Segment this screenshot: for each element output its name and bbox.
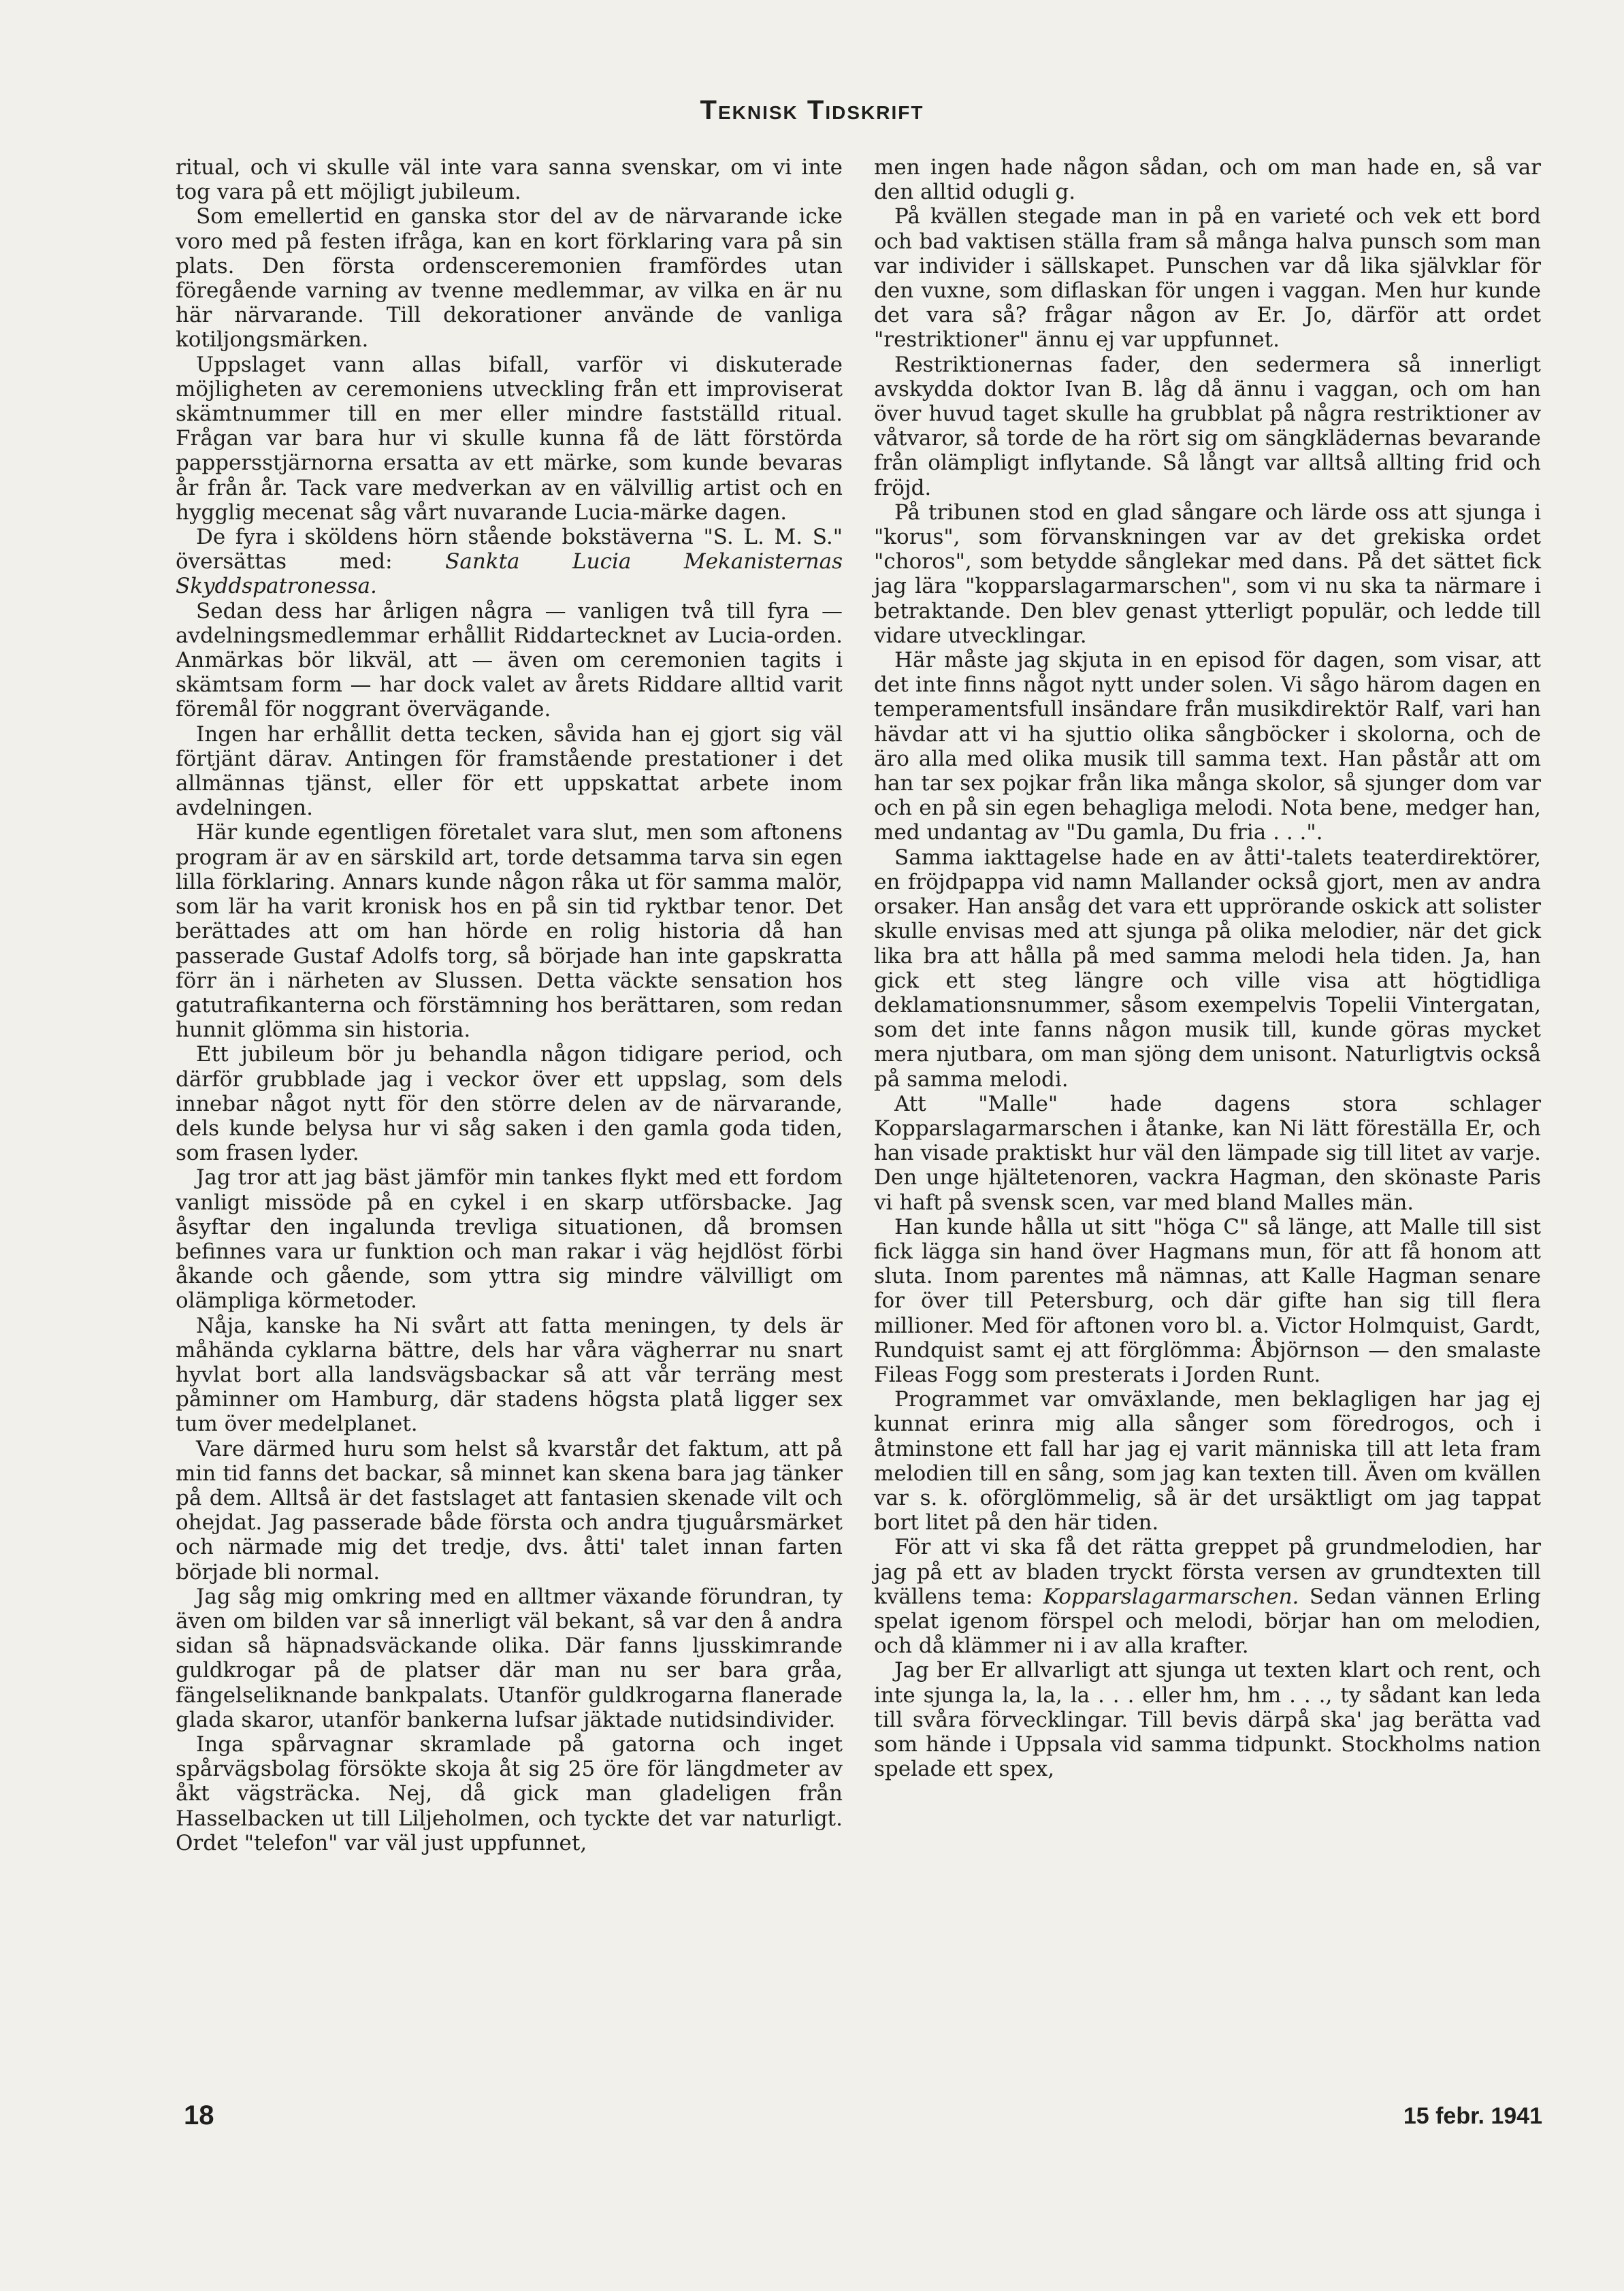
paragraph xyxy=(176,1314,843,1437)
paragraph xyxy=(874,1658,1541,1781)
paragraph-text: För att vi ska få det rätta greppet på grundmelodien, har jag på ett av bladen tryckt första versen av grundtexten till kvällens tema: xyxy=(874,1535,1541,1609)
italic-text: Kopparslagarmarschen. xyxy=(1043,1584,1299,1609)
paragraph-text: Sedan dess har årligen några — vanligen två till fyra — avdelningsmedlemmar erhållit Riddartecknet av Lucia-orden. Anmärkas bör likväl, att — även om ceremonien tagits i skämtsam form — har dock valet av årets Riddare alltid varit föremål för noggrant övervägande. xyxy=(176,598,843,722)
paragraph-text: På kvällen stegade man in på en varieté och vek ett bord och bad vaktisen ställa fram så många halva punsch som man var individer i sällskapet. Punschen var då lika självklar för den vuxne, som diflaskan för ungen i vaggan. Men hur kunde det vara så? frågar någon av Er. Jo, därför att ordet "restriktioner" ännu ej var uppfunnet. xyxy=(874,204,1541,353)
page-number: 18 xyxy=(184,2100,214,2130)
paragraph xyxy=(874,845,1541,1092)
paragraph-text: men ingen hade någon sådan, och om man hade en, så var den alltid odugli g. xyxy=(874,155,1541,205)
paragraph xyxy=(176,1437,843,1585)
paragraph-text: Samma iakttagelse hade en av åtti'-talets teaterdirektörer, en fröjdpappa vid namn Mallander också gjort, men av andra orsaker. Han ansåg det vara ett upprörande oskick att solister skulle envisas med att sjunga på olika melodier, när det gick lika bra att hålla på med samma melodi hela tiden. Ja, han gick ett steg längre och ville visa att högtidliga deklamationsnummer, såsom exempelvis Topelii Vintergatan, som det inte fanns någon musik till, kunde göras mycket mera njutbara, om man sjöng dem unisont. Naturligtvis också på samma melodi. xyxy=(874,845,1541,1092)
paragraph xyxy=(176,599,843,722)
paragraph xyxy=(176,204,843,352)
left-column xyxy=(176,155,843,1855)
paragraph xyxy=(874,353,1541,500)
paragraph-text: På tribunen stod en glad sångare och lärde oss att sjunga i "korus", som förvanskningen var av det grekiska ordet "choros", som betydde sånglekar med dans. På det sättet fick jag lära "kopparslagarmarschen", som vi nu ska ta närmare i betraktande. Den blev genast ytterligt populär, och ledde till vidare utvecklingar. xyxy=(874,500,1541,648)
paragraph-text: Här kunde egentligen företalet vara slut, men som aftonens program är av en särskild art, torde detsamma tarva sin egen lilla förklaring. Annars kunde någon råka ut för samma malör, som lär ha varit kronisk hos en på sin tid ryktbar tenor. Det berättades att om han hörde en rolig historia då han passerade Gustaf Adolfs torg, så började han inte gapskratta förr än i närheten av Slussen. Detta väckte sensation hos gatutrafikanterna och förstämning hos berättaren, som redan hunnit glömma sin historia. xyxy=(176,820,843,1043)
paragraph-text: Ett jubileum bör ju behandla någon tidigare period, och därför grubblade jag i veckor över ett uppslag, som dels innebar något nytt för den större delen av de närvarande, dels kunde belysa hur vi såg saken i den gamla goda tiden, som frasen lyder. xyxy=(176,1042,843,1166)
paragraph-text: Programmet var omväxlande, men beklagligen har jag ej kunnat erinra mig alla sånger som föredrogos, och i åtminstone ett fall har jag ej varit människa till att leta fram melodien till en sång, som jag kan texten till. Även om kvällen var s. k. oförglömmelig, så är det ursäktligt om jag tappat bort litet på den här tiden. xyxy=(874,1387,1541,1536)
paragraph-text: ritual, och vi skulle väl inte vara sanna svenskar, om vi inte tog vara på ett möjligt jubileum. xyxy=(176,155,843,205)
paragraph-text: Att "Malle" hade dagens stora schlager Kopparslagarmarschen i åtanke, kan Ni lätt föreställa Er, och han visade praktiskt hur väl den lämpade sig till litet av varje. Den unge hjältetenoren, vackra Hagman, den skönaste Paris vi haft på svensk scen, var med bland Malles män. xyxy=(874,1091,1541,1215)
paragraph xyxy=(874,648,1541,845)
paragraph xyxy=(176,155,843,204)
paragraph xyxy=(176,525,843,599)
italic-text: Sankta Lucia Mekanisternas Skyddspatronessa. xyxy=(176,549,843,599)
issue-date: 15 febr. 1941 xyxy=(1403,2103,1542,2129)
paragraph-text: Här måste jag skjuta in en episod för dagen, som visar, att det inte finns något nytt under solen. Vi sågo härom dagen en temperamentsfull insändare från musikdirektör Ralf, vari han hävdar att vi ha sjuttio olika sångböcker i skolorna, och de äro alla med olika musik till samma text. Han påstår att om han tar sex pojkar från lika många skolor, så sjunger dom var och en på sin egen behagliga melodi. Nota bene, medger han, med undantag av "Du gamla, Du fria . . .". xyxy=(874,648,1541,845)
paragraph-text: De fyra i sköldens hörn stående bokstäverna "S. L. M. S." översättas med: xyxy=(176,525,843,574)
paragraph xyxy=(874,500,1541,648)
paragraph-text: Ingen har erhållit detta tecken, såvida han ej gjort sig väl förtjänt därav. Antingen för framstående prestationer i det allmännas tjänst, eller för ett uppskattat arbete inom avdelningen. xyxy=(176,721,843,821)
paragraph xyxy=(874,1535,1541,1658)
paragraph-text: Jag ber Er allvarligt att sjunga ut texten klart och rent, och inte sjunga la, la, la . . . eller hm, hm . . ., ty sådant kan leda till svåra förvecklingar. Till bevis därpå ska' jag berätta vad som hände i Uppsala vid samma tidpunkt. Stockholms nation spelade ett spex, xyxy=(874,1658,1541,1782)
paragraph-text: Restriktionernas fader, den sedermera så innerligt avskydda doktor Ivan B. låg då ännu i vaggan, och om han över huvud taget skulle ha grubblat på några restriktioner av våtvaror, så torde de ha rört sig om sängklädernas bevarande från olämpligt inflytande. Så långt var alltså allting frid och fröjd. xyxy=(874,352,1541,500)
paragraph xyxy=(176,820,843,1042)
paragraph xyxy=(176,722,843,821)
paragraph xyxy=(176,1042,843,1165)
journal-header: Teknisk Tidskrift xyxy=(700,95,924,125)
paragraph xyxy=(874,1387,1541,1535)
paragraph-text: Jag tror att jag bäst jämför min tankes flykt med ett fordom vanligt missöde på en cykel i en skarp utförsbacke. Jag åsyftar den ingalunda trevliga situationen, då bromsen befinnes vara ur funktion och man rakar i väg hejdlöst förbi åkande och gående, som yttra sig mindre välvilligt om olämpliga körmetoder. xyxy=(176,1165,843,1314)
paragraph-text-after: Sedan vännen Erling spelat igenom förspel och melodi, börjar han om melodien, och då klämmer ni i av alla krafter. xyxy=(874,1584,1541,1659)
paragraph-text: Nåja, kanske ha Ni svårt att fatta meningen, ty dels är måhända cyklarna bättre, dels har våra vägherrar nu snart hyvlat bort alla landsvägsbackar så att vår terräng mest påminner om Hamburg, där stadens högsta platå ligger sex tum över medelplanet. xyxy=(176,1313,843,1437)
right-column xyxy=(874,155,1541,1781)
paragraph-text: Som emellertid en ganska stor del av de närvarande icke voro med på festen ifråga, kan en kort förklaring vara på sin plats. Den första ordensceremonien framfördes utan föregående varning av tvenne medlemmar, av vilka en är nu här närvarande. Till dekorationer använde de vanliga kotiljongsmärken. xyxy=(176,204,843,353)
paragraph-text: Uppslaget vann allas bifall, varför vi diskuterade möjligheten av ceremoniens utveckling från ett improviserat skämtnummer till en mer eller mindre fastställd ritual. Frågan var bara hur vi skulle kunna få de lätt förstörda pappersstjärnorna ersatta av ett märke, som kunde bevaras år från år. Tack vare medverkan av en välvillig artist och en hygglig mecenat såg vårt nuvarande Lucia-märke dagen. xyxy=(176,352,843,525)
paragraph xyxy=(874,1215,1541,1387)
paragraph-text: Han kunde hålla ut sitt "höga C" så länge, att Malle till sist fick lägga sin hand över Hagmans mun, för att få honom att sluta. Inom parentes må nämnas, att Kalle Hagman senare for över till Petersburg, och där gifte han sig till flera millioner. Med för aftonen voro bl. a. Victor Holmquist, Gardt, Rundquist samt ej att förglömma: Åbjörnson — den smalaste Fileas Fogg som presterats i Jorden Runt. xyxy=(874,1214,1541,1387)
paragraph xyxy=(176,1165,843,1313)
paragraph xyxy=(874,204,1541,352)
paragraph-text: Jag såg mig omkring med en alltmer växande förundran, ty även om bilden var så innerligt väl bekant, så var den å andra sidan så häpnadsväckande olika. Där fanns ljusskimrande guldkrogar på de platser där man nu ser bara gråa, fängelseliknande bankpalats. Utanför guldkrogarna flanerade glada skaror, utanför bankerna lufsar jäktade nutidsindivider. xyxy=(176,1584,843,1732)
paragraph xyxy=(874,155,1541,204)
paragraph xyxy=(176,1585,843,1732)
paragraph-text: Inga spårvagnar skramlade på gatorna och inget spårvägsbolag försökte skoja åt sig 25 öre för längdmeter av åkt vägsträcka. Nej, då gick man gladeligen från Hasselbacken ut till Liljeholmen, och tyckte det var naturligt. Ordet "telefon" var väl just uppfunnet, xyxy=(176,1732,843,1855)
paragraph xyxy=(176,1732,843,1855)
paragraph xyxy=(874,1092,1541,1215)
paragraph xyxy=(176,353,843,525)
paragraph-text: Vare därmed huru som helst så kvarstår det faktum, att på min tid fanns det backar, så minnet kan skena bara jag tänker på dem. Alltså är det fastslaget att fantasien skenade vilt och ohejdat. Jag passerade både första och andra tjuguårsmärket och närmade mig det tredje, dvs. åtti' talet innan farten började bli normal. xyxy=(176,1436,843,1585)
